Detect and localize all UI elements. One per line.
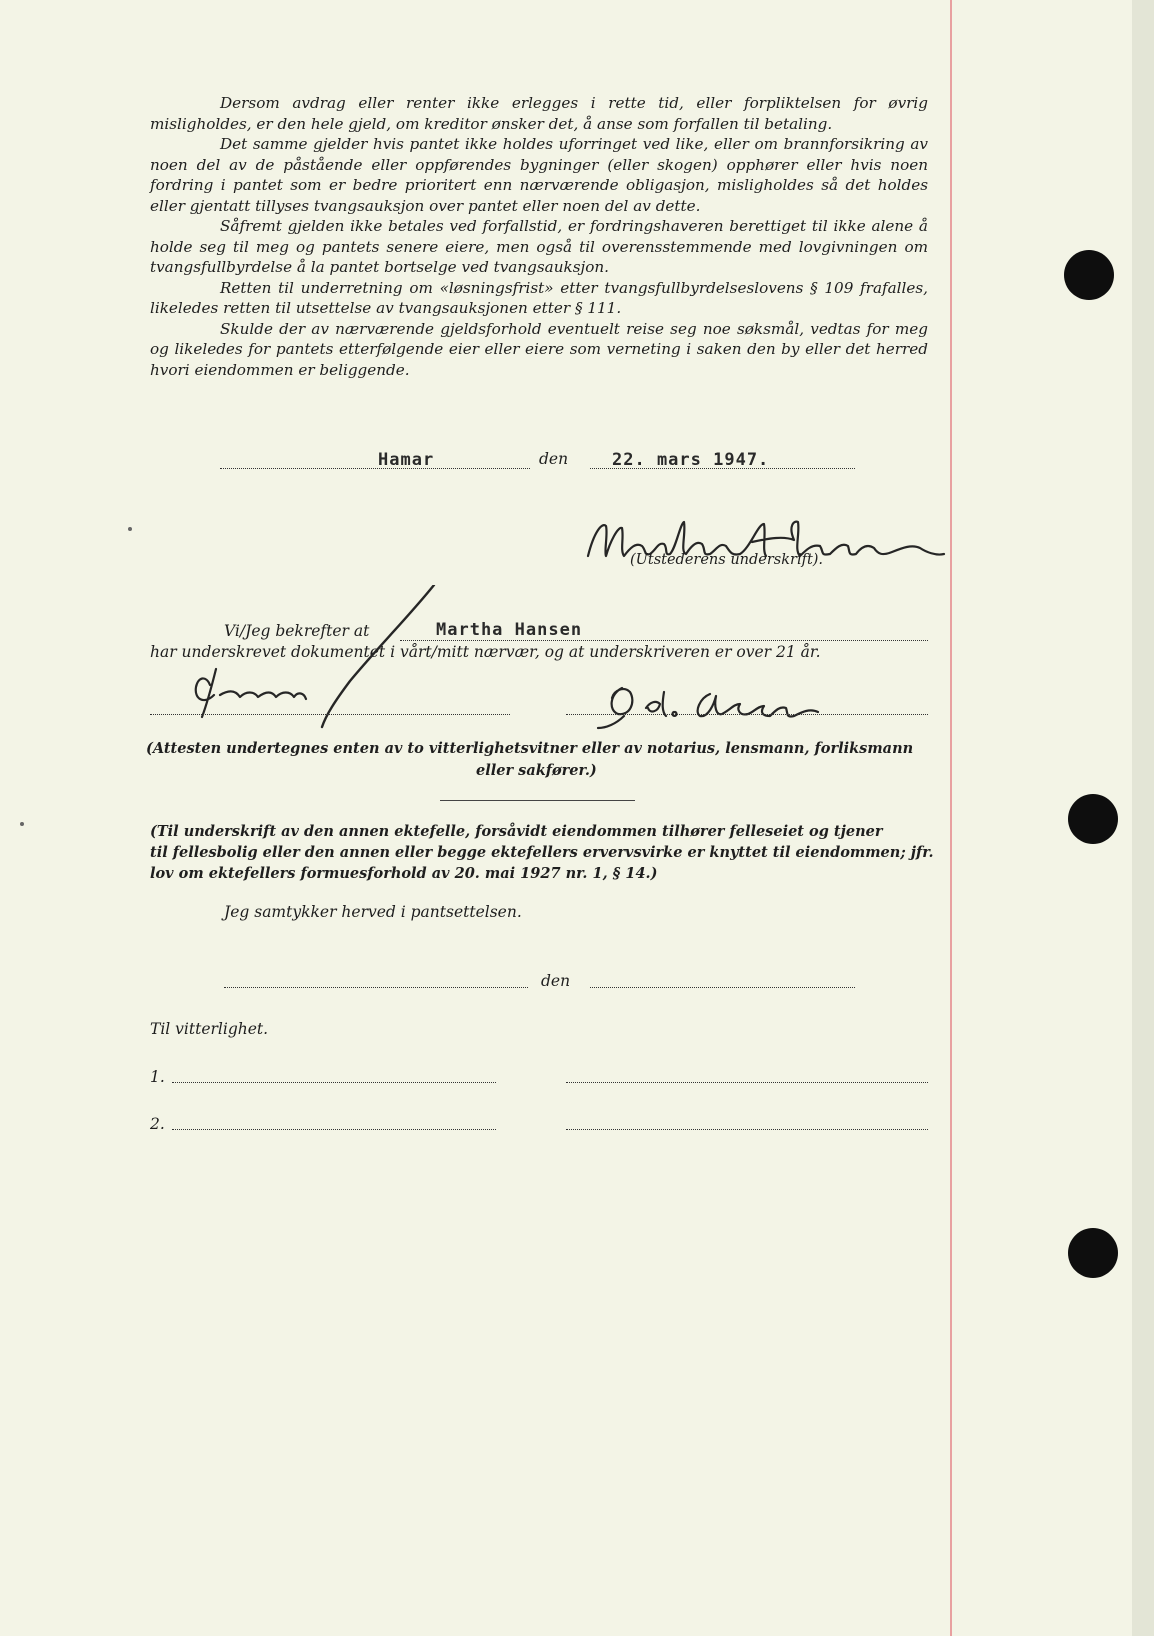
witness-signature-left <box>180 585 450 730</box>
terms-block <box>150 93 928 380</box>
spouse-note-line2: til fellesbolig eller den annen eller begge ektefellers ervervsvirke er knyttet til eiendommen; jfr. <box>150 844 934 861</box>
page-edge <box>1132 0 1154 1636</box>
witness-2-line-left <box>172 1129 496 1130</box>
punch-hole-top <box>1064 250 1114 300</box>
margin-rule <box>950 0 952 1636</box>
witness-1-line-right <box>566 1082 928 1083</box>
consent-date-dotted-line <box>590 987 855 988</box>
terms-paragraph-security: Det samme gjelder hvis pantet ikke holdes uforringet ved like, eller om brannforsikring av noen del av de påstående eller oppførendes bygninger (eller skogen) opphører eller hvis noen fordring i pantet som er bedre prioritert enn nærværende obligasjon, misligholdes så det holdes eller gjentatt tillyses tvangsauksjon over pantet eller noen del av dette. <box>150 135 928 215</box>
consent-place-dotted-line <box>224 987 528 988</box>
ink-speck <box>20 822 24 826</box>
confirmation-name: Martha Hansen <box>436 620 583 640</box>
witness-number-1: 1. <box>150 1068 165 1086</box>
confirmation-statement: har underskrevet dokumentet i vårt/mitt nærvær, og at underskriveren er over 21 år. <box>150 643 821 661</box>
attest-note-line2: eller sakfører.) <box>476 762 597 779</box>
punch-hole-middle <box>1068 794 1118 844</box>
attest-note-line1: (Attesten undertegnes enten av to vitterlighetsvitner eller av notarius, lensmann, forliksmann <box>146 740 914 757</box>
terms-paragraph-notice: Retten til underretning om «løsningsfrist» etter tvangsfullbyrdelseslovens § 109 frafalles, likeledes retten til utsettelse av tvangsauksjonen etter § 111. <box>150 278 928 317</box>
terms-paragraph-venue: Skulde der av nærværende gjeldsforhold eventuelt reise seg noe søksmål, vedtas for meg og likeledes for pantets etterfølgende eier eller eiere som verneting i saken den by eller det herred hvori eiendommen er beliggende. <box>150 319 928 379</box>
witness-1-line-left <box>172 1082 496 1083</box>
confirmation-prefix: Vi/Jeg bekrefter at <box>224 622 370 640</box>
issuer-signature-caption: (Utstederens underskrift). <box>630 552 824 568</box>
witness-number-2: 2. <box>150 1115 165 1133</box>
consent-den-label: den <box>541 972 571 990</box>
place-value: Hamar <box>378 450 435 470</box>
witness-heading: Til vitterlighet. <box>150 1020 269 1038</box>
place-dotted-line <box>220 468 530 469</box>
spouse-note-line3: lov om ektefellers formuesforhold av 20. mai 1927 nr. 1, § 14.) <box>150 865 658 882</box>
witness-2-line-right <box>566 1129 928 1130</box>
witness-signature-right <box>590 672 850 732</box>
consent-statement: Jeg samtykker herved i pantsettelsen. <box>224 903 522 921</box>
den-label: den <box>539 450 569 468</box>
witness-line-left <box>150 714 510 715</box>
ink-speck <box>128 527 132 531</box>
terms-paragraph-enforcement: Såfremt gjelden ikke betales ved forfallstid, er fordringshaveren berettiget til ikke alene å holde seg til meg og pantets senere eiere, men også til overensstemmende med lovgivningen om tvangsfullbyrdelse å la pantet bortselge ved tvangsauksjon. <box>150 217 928 276</box>
punch-hole-bottom <box>1068 1228 1118 1278</box>
spouse-note-line1: (Til underskrift av den annen ektefelle, forsåvidt eiendommen tilhører felleseiet og tjener <box>150 823 883 840</box>
date-value: 22. mars 1947. <box>612 450 770 470</box>
terms-paragraph-default: Dersom avdrag eller renter ikke erlegges i rette tid, eller forpliktelsen for øvrig misligholdes, er den hele gjeld, om kreditor ønsker det, å anse som forfallen til betaling. <box>150 94 928 133</box>
witness-line-right <box>566 714 928 715</box>
section-divider <box>440 800 635 801</box>
confirmation-name-dotted-line <box>400 640 928 641</box>
